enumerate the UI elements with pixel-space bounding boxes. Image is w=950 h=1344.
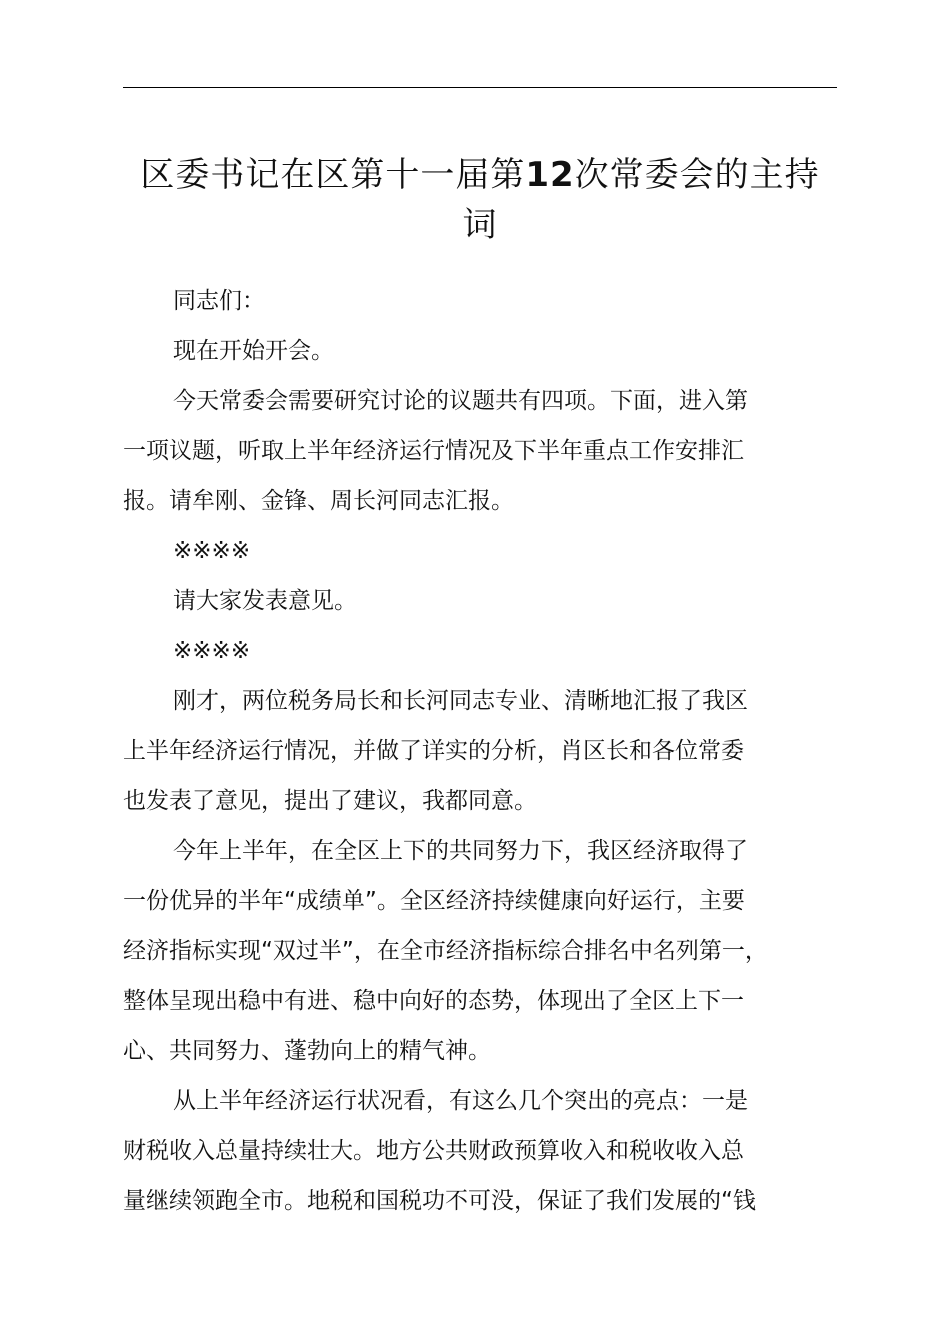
paragraph-half-year xyxy=(123,826,837,1076)
page-title xyxy=(100,150,860,250)
paragraph-line: 也发表了意见，提出了建议，我都同意。 xyxy=(123,788,537,814)
paragraph-opening xyxy=(123,326,837,376)
separator-marks: ※※※※ xyxy=(173,538,251,564)
paragraph-separator-1 xyxy=(123,526,837,576)
paragraph-opinions xyxy=(123,576,837,626)
paragraph-line: 心、共同努力、蓬勃向上的精气神。 xyxy=(123,1038,491,1064)
paragraph-line: 同志们： xyxy=(173,288,265,314)
paragraph-line: 一项议题，听取上半年经济运行情况及下半年重点工作安排汇 xyxy=(123,438,744,464)
paragraph-line: 现在开始开会。 xyxy=(173,338,334,364)
paragraph-separator-2 xyxy=(123,626,837,676)
paragraph-agenda xyxy=(123,376,837,526)
paragraph-line: 今天常委会需要研究讨论的议题共有四项。下面，进入第 xyxy=(173,388,748,414)
paragraph-line: 上半年经济运行情况，并做了详实的分析，肖区长和各位常委 xyxy=(123,738,744,764)
paragraph-highlights xyxy=(123,1076,837,1226)
paragraph-line: 财税收入总量持续壮大。地方公共财政预算收入和税收收入总 xyxy=(123,1138,744,1164)
paragraph-line: 量继续领跑全市。地税和国税功不可没，保证了我们发展的“钱 xyxy=(123,1188,756,1214)
paragraph-greeting xyxy=(123,276,837,326)
paragraph-line: 今年上半年，在全区上下的共同努力下，我区经济取得了 xyxy=(173,838,748,864)
paragraph-line: 整体呈现出稳中有进、稳中向好的态势，体现出了全区上下一 xyxy=(123,988,744,1014)
title-part-3: 词 xyxy=(462,205,498,245)
title-part-2: 次常委会的主持 xyxy=(574,155,820,195)
paragraph-line: 从上半年经济运行状况看，有这么几个突出的亮点：一是 xyxy=(173,1088,748,1114)
title-number: 12 xyxy=(525,155,575,195)
paragraph-line: 刚才，两位税务局长和长河同志专业、清晰地汇报了我区 xyxy=(173,688,748,714)
paragraph-line: 一份优异的半年“成绩单”。全区经济持续健康向好运行，主要 xyxy=(123,888,745,914)
header-rule xyxy=(123,87,837,88)
separator-marks: ※※※※ xyxy=(173,638,251,664)
paragraph-line: 请大家发表意见。 xyxy=(173,588,357,614)
paragraph-summary xyxy=(123,676,837,826)
paragraph-line: 报。请牟刚、金锋、周长河同志汇报。 xyxy=(123,488,514,514)
document-body xyxy=(123,276,837,1226)
title-part-1: 区委书记在区第十一届第 xyxy=(140,155,526,195)
paragraph-line: 经济指标实现“双过半”，在全市经济指标综合排名中名列第一， xyxy=(123,938,768,964)
